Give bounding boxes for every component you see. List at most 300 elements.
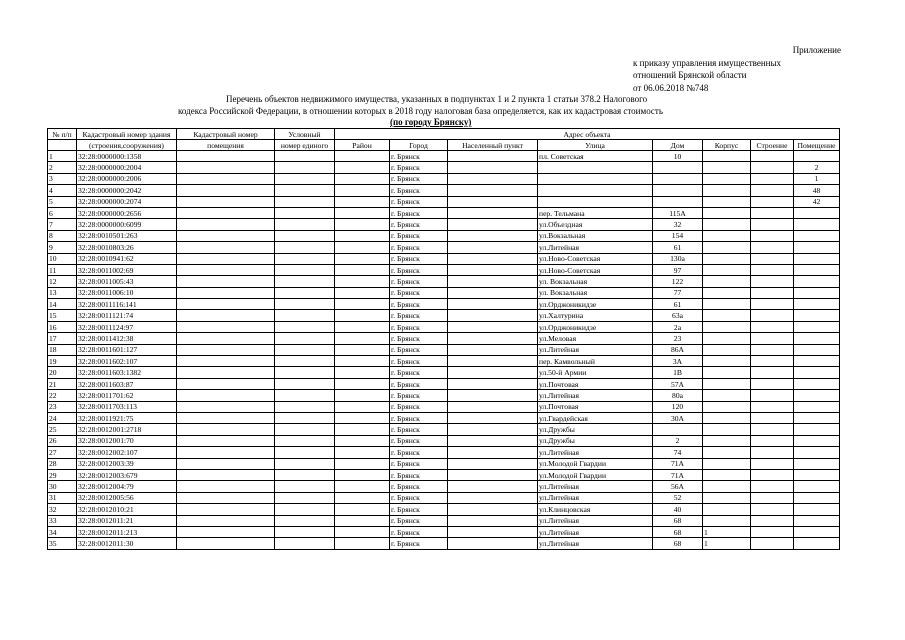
city-cell: г. Брянск	[390, 458, 448, 469]
table-row	[48, 219, 840, 230]
settlement-cell	[448, 253, 538, 264]
row-number-cell: 30	[48, 481, 77, 492]
house-cell	[653, 162, 703, 173]
room-cell	[794, 481, 840, 492]
row-number-cell: 27	[48, 447, 77, 458]
row-number-cell: 17	[48, 333, 77, 344]
room-cell	[794, 230, 840, 241]
settlement-cell	[448, 276, 538, 287]
building-cell	[703, 276, 751, 287]
city-cell: г. Брянск	[390, 378, 448, 389]
header-room: Помещение	[794, 140, 840, 151]
table-row	[48, 504, 840, 515]
cadastral-number-cell: 32:28:0011602:107	[77, 356, 177, 367]
table-row	[48, 264, 840, 275]
cadastral-number-cell: 32:28:0012010:21	[77, 504, 177, 515]
structure-cell	[751, 504, 794, 515]
structure-cell	[751, 321, 794, 332]
cadastral-number-cell: 32:28:0012003:39	[77, 458, 177, 469]
conditional-number-cell	[275, 515, 335, 526]
room-cell	[794, 538, 840, 549]
conditional-number-cell	[275, 230, 335, 241]
street-cell	[538, 162, 653, 173]
building-cell	[703, 287, 751, 298]
cadastral-number-cell: 32:28:0011005:43	[77, 276, 177, 287]
house-cell	[653, 196, 703, 207]
cadastral-number-cell: 32:28:0011121:74	[77, 310, 177, 321]
district-cell	[335, 287, 390, 298]
building-cell	[703, 219, 751, 230]
settlement-cell	[448, 321, 538, 332]
conditional-number-cell	[275, 151, 335, 162]
structure-cell	[751, 515, 794, 526]
street-cell: ул.Ново-Советская	[538, 253, 653, 264]
house-cell: 63а	[653, 310, 703, 321]
settlement-cell	[448, 435, 538, 446]
conditional-number-cell	[275, 504, 335, 515]
row-number-cell: 20	[48, 367, 77, 378]
header-street: Улица	[538, 140, 653, 151]
room-cell	[794, 219, 840, 230]
row-number-cell: 29	[48, 469, 77, 480]
structure-cell	[751, 401, 794, 412]
room-cell	[794, 253, 840, 264]
district-cell	[335, 412, 390, 423]
table-row	[48, 253, 840, 264]
conditional-number-cell	[275, 469, 335, 480]
table-row	[48, 469, 840, 480]
building-cell	[703, 264, 751, 275]
table-row	[48, 515, 840, 526]
building-cell	[703, 162, 751, 173]
header-number: № п/п	[48, 129, 77, 140]
room-cell	[794, 401, 840, 412]
conditional-number-cell	[275, 276, 335, 287]
table-row	[48, 287, 840, 298]
cadastral-number-cell: 32:28:0011921:75	[77, 412, 177, 423]
row-number-cell: 13	[48, 287, 77, 298]
settlement-cell	[448, 219, 538, 230]
conditional-number-cell	[275, 401, 335, 412]
room-cell	[794, 390, 840, 401]
city-cell: г. Брянск	[390, 447, 448, 458]
cadastral-number-cell: 32:28:0011703:113	[77, 401, 177, 412]
structure-cell	[751, 253, 794, 264]
building-cell	[703, 344, 751, 355]
settlement-cell	[448, 173, 538, 184]
city-cell: г. Брянск	[390, 185, 448, 196]
street-cell: ул. Вокзальная	[538, 287, 653, 298]
settlement-cell	[448, 151, 538, 162]
house-cell: 80а	[653, 390, 703, 401]
room-cadastral-number-cell	[177, 356, 275, 367]
room-cadastral-number-cell	[177, 435, 275, 446]
street-cell: ул.Литейная	[538, 344, 653, 355]
building-cell	[703, 424, 751, 435]
district-cell	[335, 356, 390, 367]
cadastral-number-cell: 32:28:0012005:56	[77, 492, 177, 503]
room-cadastral-number-cell	[177, 481, 275, 492]
title-line-1: Перечень объектов недвижимого имущества, указанных в подпунктах 1 и 2 пункта 1 статьи 378.2 Налогового	[226, 94, 648, 104]
room-cadastral-number-cell	[177, 253, 275, 264]
city-cell: г. Брянск	[390, 207, 448, 218]
settlement-cell	[448, 344, 538, 355]
room-cell	[794, 378, 840, 389]
row-number-cell: 34	[48, 526, 77, 537]
district-cell	[335, 367, 390, 378]
structure-cell	[751, 390, 794, 401]
street-cell	[538, 185, 653, 196]
room-cell	[794, 344, 840, 355]
building-cell	[703, 492, 751, 503]
room-cadastral-number-cell	[177, 447, 275, 458]
building-cell	[703, 481, 751, 492]
structure-cell	[751, 333, 794, 344]
cadastral-number-cell: 32:28:0012004:79	[77, 481, 177, 492]
conditional-number-cell	[275, 162, 335, 173]
building-cell	[703, 310, 751, 321]
appendix-department-line: отношений Брянской области	[633, 70, 747, 80]
building-cell	[703, 242, 751, 253]
house-cell: 61	[653, 242, 703, 253]
city-cell: г. Брянск	[390, 264, 448, 275]
structure-cell	[751, 287, 794, 298]
structure-cell	[751, 310, 794, 321]
settlement-cell	[448, 207, 538, 218]
room-cadastral-number-cell	[177, 401, 275, 412]
structure-cell	[751, 435, 794, 446]
structure-cell	[751, 299, 794, 310]
building-cell: 1	[703, 538, 751, 549]
header-cad-building: Кадастровый номер здания	[77, 129, 177, 140]
district-cell	[335, 492, 390, 503]
structure-cell	[751, 344, 794, 355]
table-row	[48, 173, 840, 184]
row-number-cell: 6	[48, 207, 77, 218]
district-cell	[335, 390, 390, 401]
city-cell: г. Брянск	[390, 333, 448, 344]
building-cell	[703, 207, 751, 218]
district-cell	[335, 538, 390, 549]
city-cell: г. Брянск	[390, 526, 448, 537]
building-cell	[703, 173, 751, 184]
room-cadastral-number-cell	[177, 299, 275, 310]
cadastral-number-cell: 32:28:0010803:26	[77, 242, 177, 253]
street-cell: пер. Тельмана	[538, 207, 653, 218]
structure-cell	[751, 276, 794, 287]
structure-cell	[751, 412, 794, 423]
title-line-2: кодекса Российской Федерации, в отношении которых в 2018 году налоговая база определяется, как их кадастровая стоимость	[178, 105, 663, 116]
conditional-number-cell	[275, 412, 335, 423]
room-cadastral-number-cell	[177, 321, 275, 332]
building-cell	[703, 196, 751, 207]
house-cell: 10	[653, 151, 703, 162]
table-row	[48, 230, 840, 241]
room-cadastral-number-cell	[177, 151, 275, 162]
street-cell	[538, 196, 653, 207]
structure-cell	[751, 481, 794, 492]
settlement-cell	[448, 196, 538, 207]
header-conditional: Условный	[275, 129, 335, 140]
city-cell: г. Брянск	[390, 242, 448, 253]
room-cell	[794, 276, 840, 287]
street-cell: ул.Халтурина	[538, 310, 653, 321]
room-cadastral-number-cell	[177, 287, 275, 298]
row-number-cell: 10	[48, 253, 77, 264]
row-number-cell: 11	[48, 264, 77, 275]
city-cell: г. Брянск	[390, 356, 448, 367]
house-cell: 68	[653, 526, 703, 537]
house-cell: 3А	[653, 356, 703, 367]
structure-cell	[751, 196, 794, 207]
room-cadastral-number-cell	[177, 230, 275, 241]
cadastral-number-cell: 32:28:0011701:62	[77, 390, 177, 401]
room-cadastral-number-cell	[177, 458, 275, 469]
street-cell: ул.Литейная	[538, 447, 653, 458]
settlement-cell	[448, 481, 538, 492]
table-row	[48, 276, 840, 287]
conditional-number-cell	[275, 526, 335, 537]
appendix-block	[621, 44, 841, 94]
header-city: Город	[390, 140, 448, 151]
cadastral-number-cell: 32:28:0012001:2718	[77, 424, 177, 435]
cadastral-number-cell: 32:28:0012002:107	[77, 447, 177, 458]
cadastral-number-cell: 32:28:0011124:97	[77, 321, 177, 332]
conditional-number-cell	[275, 196, 335, 207]
building-cell	[703, 412, 751, 423]
building-cell	[703, 378, 751, 389]
house-cell: 120	[653, 401, 703, 412]
settlement-cell	[448, 390, 538, 401]
city-cell: г. Брянск	[390, 538, 448, 549]
house-cell: 61	[653, 299, 703, 310]
house-cell: 122	[653, 276, 703, 287]
house-cell: 23	[653, 333, 703, 344]
street-cell: ул.Литейная	[538, 242, 653, 253]
city-cell: г. Брянск	[390, 173, 448, 184]
cadastral-number-cell: 32:28:0012011:213	[77, 526, 177, 537]
district-cell	[335, 219, 390, 230]
row-number-cell: 14	[48, 299, 77, 310]
header-structure: Строение	[751, 140, 794, 151]
city-cell: г. Брянск	[390, 504, 448, 515]
table-row	[48, 321, 840, 332]
district-cell	[335, 207, 390, 218]
row-number-cell: 23	[48, 401, 77, 412]
city-cell: г. Брянск	[390, 321, 448, 332]
table-row	[48, 367, 840, 378]
street-cell: ул.Литейная	[538, 481, 653, 492]
table-row	[48, 458, 840, 469]
structure-cell	[751, 526, 794, 537]
house-cell: 71А	[653, 469, 703, 480]
district-cell	[335, 424, 390, 435]
house-cell: 2а	[653, 321, 703, 332]
street-cell: ул.Клинцовская	[538, 504, 653, 515]
table-row	[48, 299, 840, 310]
building-cell	[703, 390, 751, 401]
header-building: Корпус	[703, 140, 751, 151]
city-cell: г. Брянск	[390, 253, 448, 264]
house-cell: 130а	[653, 253, 703, 264]
conditional-number-cell	[275, 435, 335, 446]
city-cell: г. Брянск	[390, 401, 448, 412]
district-cell	[335, 526, 390, 537]
conditional-number-cell	[275, 356, 335, 367]
header-cad-room-cont: помещения	[177, 140, 275, 151]
appendix-order-line: к приказу управления имущественных	[633, 57, 782, 68]
house-cell	[653, 185, 703, 196]
structure-cell	[751, 264, 794, 275]
room-cadastral-number-cell	[177, 424, 275, 435]
settlement-cell	[448, 242, 538, 253]
structure-cell	[751, 538, 794, 549]
settlement-cell	[448, 504, 538, 515]
building-cell	[703, 253, 751, 264]
cadastral-number-cell: 32:28:0000000:2074	[77, 196, 177, 207]
settlement-cell	[448, 230, 538, 241]
city-cell: г. Брянск	[390, 424, 448, 435]
house-cell: 30А	[653, 412, 703, 423]
room-cell	[794, 504, 840, 515]
street-cell: пер. Камвольный	[538, 356, 653, 367]
building-cell	[703, 458, 751, 469]
room-cell	[794, 287, 840, 298]
house-cell: 68	[653, 515, 703, 526]
cadastral-number-cell: 32:28:0000000:2656	[77, 207, 177, 218]
building-cell	[703, 151, 751, 162]
street-cell: ул.Меловая	[538, 333, 653, 344]
district-cell	[335, 173, 390, 184]
settlement-cell	[448, 401, 538, 412]
conditional-number-cell	[275, 333, 335, 344]
cadastral-number-cell: 32:28:0012003:679	[77, 469, 177, 480]
room-cadastral-number-cell	[177, 173, 275, 184]
building-cell	[703, 367, 751, 378]
room-cadastral-number-cell	[177, 333, 275, 344]
settlement-cell	[448, 538, 538, 549]
document-subtitle: (по городу Брянску)	[390, 117, 472, 127]
table-row	[48, 401, 840, 412]
conditional-number-cell	[275, 390, 335, 401]
table-row	[48, 378, 840, 389]
cadastral-number-cell: 32:28:0011603:87	[77, 378, 177, 389]
room-cadastral-number-cell	[177, 207, 275, 218]
conditional-number-cell	[275, 378, 335, 389]
row-number-cell: 33	[48, 515, 77, 526]
table-row	[48, 344, 840, 355]
building-cell	[703, 185, 751, 196]
structure-cell	[751, 447, 794, 458]
street-cell: ул.Литейная	[538, 538, 653, 549]
conditional-number-cell	[275, 492, 335, 503]
street-cell: пл. Советская	[538, 151, 653, 162]
header-conditional-cont: номер единого	[275, 140, 335, 151]
conditional-number-cell	[275, 538, 335, 549]
row-number-cell: 2	[48, 162, 77, 173]
room-cadastral-number-cell	[177, 492, 275, 503]
document-title	[150, 94, 750, 117]
settlement-cell	[448, 185, 538, 196]
street-cell: ул.Почтовая	[538, 378, 653, 389]
room-cell	[794, 333, 840, 344]
header-district: Район	[335, 140, 390, 151]
street-cell: ул.Ново-Советская	[538, 264, 653, 275]
district-cell	[335, 242, 390, 253]
table-row	[48, 538, 840, 549]
settlement-cell	[448, 162, 538, 173]
table-row	[48, 356, 840, 367]
district-cell	[335, 264, 390, 275]
room-cell	[794, 367, 840, 378]
cadastral-number-cell: 32:28:0000000:6099	[77, 219, 177, 230]
room-cadastral-number-cell	[177, 515, 275, 526]
street-cell: ул.Дружбы	[538, 424, 653, 435]
header-house: Дом	[653, 140, 703, 151]
house-cell: 74	[653, 447, 703, 458]
table-row	[48, 424, 840, 435]
structure-cell	[751, 185, 794, 196]
cadastral-number-cell: 32:28:0011002:69	[77, 264, 177, 275]
room-cell	[794, 515, 840, 526]
house-cell: 71А	[653, 458, 703, 469]
street-cell: ул.Молодой Гвардии	[538, 458, 653, 469]
conditional-number-cell	[275, 253, 335, 264]
structure-cell	[751, 469, 794, 480]
street-cell: ул.Почтовая	[538, 401, 653, 412]
conditional-number-cell	[275, 458, 335, 469]
cadastral-number-cell: 32:28:0011412:38	[77, 333, 177, 344]
house-cell: 57А	[653, 378, 703, 389]
room-cell	[794, 492, 840, 503]
cadastral-number-cell: 32:28:0012011:21	[77, 515, 177, 526]
settlement-cell	[448, 264, 538, 275]
settlement-cell	[448, 424, 538, 435]
room-cell	[794, 207, 840, 218]
cadastral-number-cell: 32:28:0011116:141	[77, 299, 177, 310]
district-cell	[335, 299, 390, 310]
city-cell: г. Брянск	[390, 492, 448, 503]
table-row	[48, 151, 840, 162]
city-cell: г. Брянск	[390, 469, 448, 480]
house-cell: 97	[653, 264, 703, 275]
room-cadastral-number-cell	[177, 310, 275, 321]
table-row	[48, 207, 840, 218]
header-cad-room: Кадастровый номер	[177, 129, 275, 140]
room-cadastral-number-cell	[177, 367, 275, 378]
header-cad-building-cont: (строения,сооружения)	[77, 140, 177, 151]
district-cell	[335, 276, 390, 287]
building-cell	[703, 469, 751, 480]
district-cell	[335, 447, 390, 458]
row-number-cell: 4	[48, 185, 77, 196]
table-row	[48, 435, 840, 446]
room-cell: 1	[794, 173, 840, 184]
house-cell: 68	[653, 538, 703, 549]
room-cell	[794, 299, 840, 310]
city-cell: г. Брянск	[390, 230, 448, 241]
cadastral-number-cell: 32:28:0000000:2006	[77, 173, 177, 184]
room-cell	[794, 310, 840, 321]
conditional-number-cell	[275, 321, 335, 332]
row-number-cell: 9	[48, 242, 77, 253]
building-cell	[703, 435, 751, 446]
city-cell: г. Брянск	[390, 196, 448, 207]
conditional-number-cell	[275, 242, 335, 253]
row-number-cell: 3	[48, 173, 77, 184]
room-cell	[794, 264, 840, 275]
structure-cell	[751, 219, 794, 230]
